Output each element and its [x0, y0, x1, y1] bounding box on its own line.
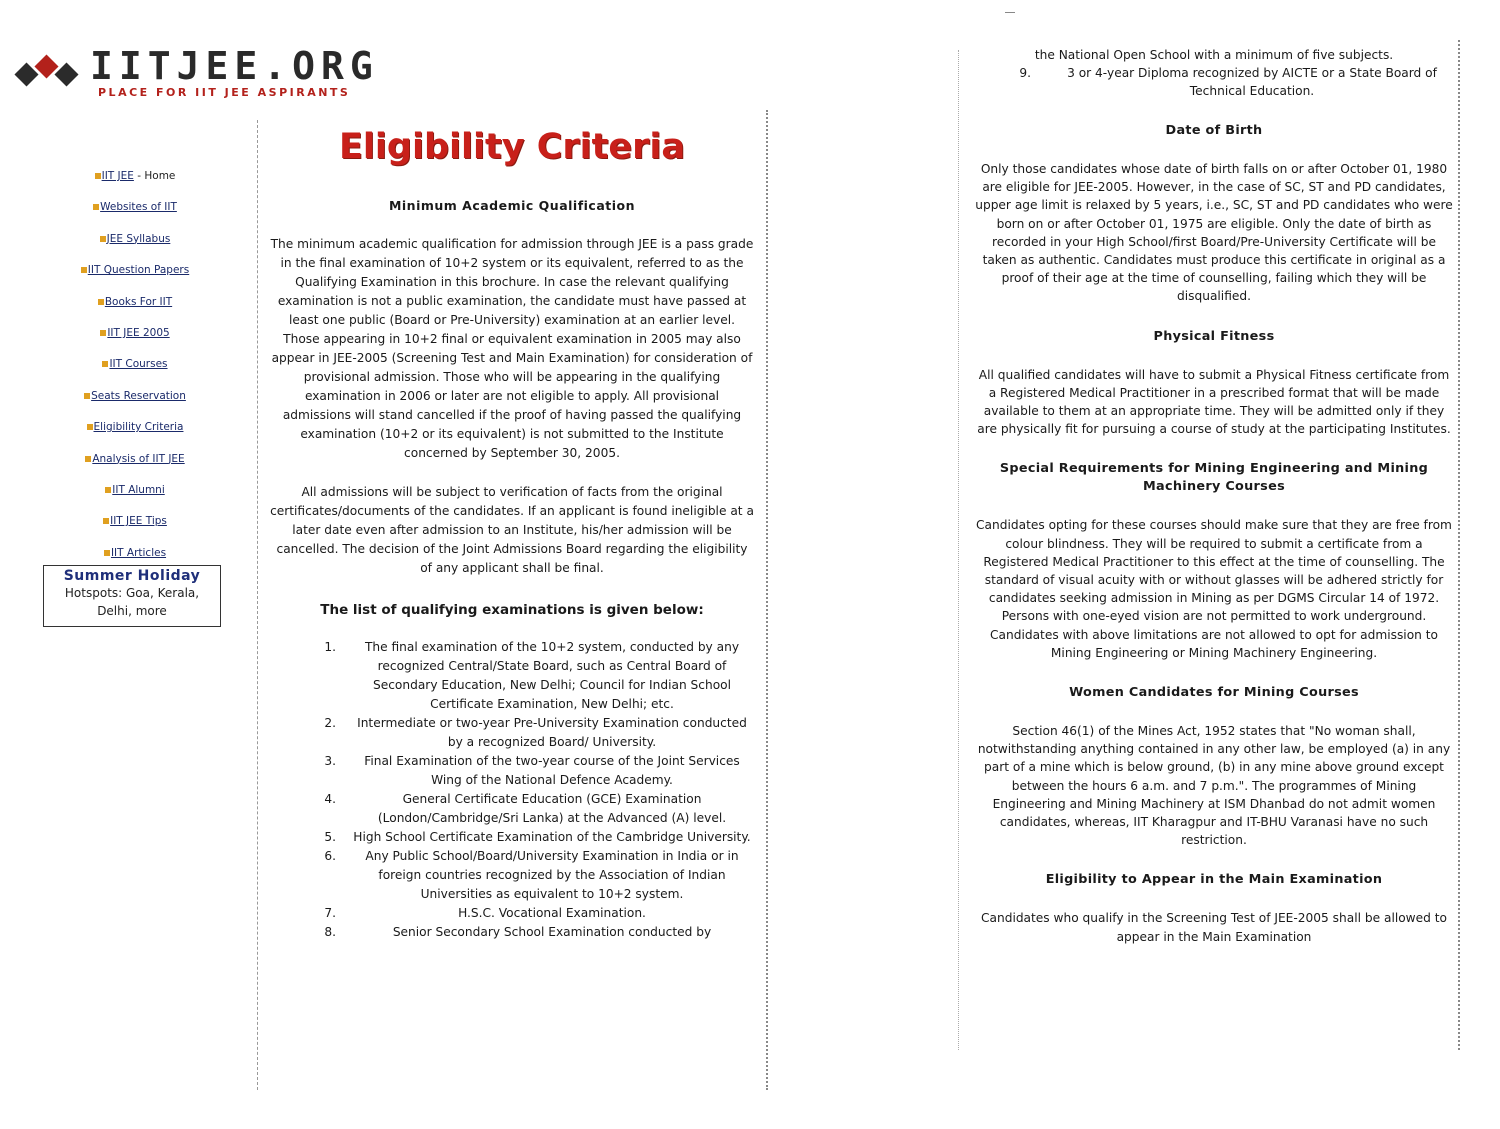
mining-requirements-heading: Special Requirements for Mining Engineering and Mining Machinery Courses — [999, 461, 1429, 495]
list-item-number: 5. — [324, 830, 336, 844]
ad-line-2: Delhi, more — [97, 604, 167, 618]
sidebar-item-analysis[interactable] — [40, 453, 230, 484]
sidebar-item-label[interactable]: Eligibility Criteria — [93, 421, 184, 434]
bullet-icon — [87, 424, 93, 430]
sidebar-item-seats[interactable] — [40, 390, 230, 421]
fitness-heading: Physical Fitness — [1153, 328, 1275, 344]
site-logo[interactable] — [14, 44, 474, 102]
list-item-text: The final examination of the 10+2 system, conducted by any recognized Central/State Board, such as Central Board of Secondary Education, New Delhi; Council for Indian School Certificate Examination, New Delhi; etc. — [364, 640, 740, 711]
list-item-text: Intermediate or two-year Pre-University Examination conducted by a recognized Board/ University. — [357, 716, 747, 749]
bullet-icon — [98, 299, 104, 305]
main-exam-text: Candidates who qualify in the Screening Test of JEE-2005 shall be allowed to appear in the Main Examination — [981, 911, 1447, 944]
min-qualification-heading: Minimum Academic Qualification — [388, 198, 636, 213]
bullet-icon — [85, 456, 91, 462]
bullet-icon — [102, 361, 108, 367]
exam-list-heading: The list of qualifying examinations is given below: — [320, 602, 704, 618]
list-item-text: 3 or 4-year Diploma recognized by AICTE or a State Board of Technical Education. — [1067, 66, 1437, 98]
logo-title: IITJEE.ORG — [90, 44, 379, 88]
list-item-text: H.S.C. Vocational Examination. — [458, 906, 646, 920]
list-item-number: 1. — [324, 640, 336, 654]
ad-line-1: Hotspots: Goa, Kerala, — [64, 586, 200, 600]
bullet-icon — [100, 236, 106, 242]
list-item-number: 3. — [324, 754, 336, 768]
sidebar-item-home[interactable] — [40, 170, 230, 201]
list-item — [310, 904, 754, 923]
sidebar-item-tips[interactable] — [40, 515, 230, 546]
sidebar-item-label[interactable]: IIT JEE 2005 — [107, 326, 170, 339]
sidebar-item-syllabus[interactable] — [40, 233, 230, 264]
page-title: Eligibility Criteria — [338, 127, 686, 167]
sidebar-item-label[interactable]: IIT Alumni — [112, 483, 165, 496]
sidebar-item-label[interactable]: JEE Syllabus — [106, 232, 171, 245]
right-page-content — [975, 46, 1453, 946]
list-item-text: Senior Secondary School Examination conducted by — [392, 925, 712, 939]
list-item-number: 8. — [324, 925, 336, 939]
list-item-number: 7. — [324, 906, 336, 920]
sidebar-item-label[interactable]: IIT Courses — [109, 358, 168, 371]
women-mining-heading: Women Candidates for Mining Courses — [1069, 685, 1359, 701]
sidebar-item-label[interactable]: IIT JEE Tips — [110, 515, 167, 528]
main-exam-heading: Eligibility to Appear in the Main Examination — [1045, 872, 1383, 888]
logo-tagline: PLACE FOR IIT JEE ASPIRANTS — [98, 86, 351, 99]
bullet-icon — [105, 487, 111, 493]
sidebar-item-label[interactable]: Seats Reservation — [91, 389, 186, 402]
list-item-text: General Certificate Education (GCE) Examination (London/Cambridge/Sri Lanka) at the Advanced (A) level. — [377, 792, 727, 825]
list-item — [310, 923, 754, 942]
dob-heading: Date of Birth — [1165, 123, 1263, 138]
sidebar-item-alumni[interactable] — [40, 484, 230, 515]
list-item-text: Any Public School/Board/University Examination in India or in foreign countries recognized by the Association of Indian Universities as equivalent to 10+2 system. — [365, 849, 739, 901]
bullet-icon — [100, 330, 106, 336]
mining-requirements-text: Candidates opting for these courses should make sure that they are free from colour blindness. They will be required to submit a certificate from a Registered Medical Practitioner to this effect at the time of counselling. The standard of visual acuity with or without glasses will be adhered strictly for candidates seeking admission in Mining as per DGMS Circular 14 of 1972. Persons with one-eyed vision are not permitted to work underground. Candidates with above limitations are not allowed to opt for admission to Mining Engineering or Mining Machinery Engineering. — [976, 518, 1452, 660]
list-item-number: 4. — [324, 792, 336, 806]
column-divider — [257, 120, 259, 1090]
list-item — [310, 828, 754, 847]
ad-title[interactable]: Summer Holiday — [63, 568, 201, 584]
scan-mark — [1005, 12, 1015, 13]
sidebar-item-websites[interactable] — [40, 201, 230, 232]
women-mining-text: Section 46(1) of the Mines Act, 1952 states that "No woman shall, notwithstanding anything contained in any other law, be employed (a) in any part of a mine which is below ground, (b) in any mine above ground except between the hours 6 a.m. and 7 p.m.". The programmes of Mining Engineering and Mining Machinery at ISM Dhanbad do not admit women candidates, whereas, IIT Kharagpur and IT-BHU Varanasi have no such restriction. — [977, 724, 1451, 848]
list-item-text: High School Certificate Examination of the Cambridge University. — [353, 830, 751, 844]
list-item — [310, 790, 754, 828]
bullet-icon — [93, 204, 99, 210]
exam-8-continuation: the National Open School with a minimum of five subjects. — [1034, 48, 1394, 62]
bullet-icon — [84, 393, 90, 399]
bullet-icon — [95, 173, 101, 179]
sidebar-item-books[interactable] — [40, 296, 230, 327]
left-page-content — [270, 122, 754, 942]
fitness-text: All qualified candidates will have to submit a Physical Fitness certificate from a Registered Medical Practitioner in a prescribed format that will be made available to them at an appropriate time. They will be admitted only if they are physically fit for pursuing a course of study at the participating Institutes. — [977, 367, 1451, 437]
bullet-icon — [103, 518, 109, 524]
sidebar-item-label[interactable]: IIT JEE — [101, 170, 134, 182]
page-divider — [958, 50, 961, 1050]
sidebar-item-question-papers[interactable] — [40, 264, 230, 295]
list-item-number: 2. — [324, 716, 336, 730]
sidebar-item-label[interactable]: Analysis of IIT JEE — [92, 452, 185, 465]
diamond-logo-icon — [14, 56, 84, 92]
page-divider — [1458, 40, 1464, 1050]
summer-holiday-ad[interactable] — [43, 565, 221, 627]
sidebar-item-label[interactable]: IIT Articles — [110, 546, 167, 559]
sidebar-item-label[interactable]: Websites of IIT — [100, 201, 177, 214]
sidebar-item-label[interactable]: IIT Question Papers — [87, 264, 190, 277]
list-item-text: Final Examination of the two-year course of the Joint Services Wing of the National Defence Academy. — [364, 754, 740, 787]
bullet-icon — [104, 550, 110, 556]
sidebar-item-suffix: - Home — [133, 170, 176, 182]
list-item — [310, 752, 754, 790]
sidebar-item-eligibility[interactable] — [40, 421, 230, 452]
dob-text: Only those candidates whose date of birth falls on or after October 01, 1980 are eligible for JEE-2005. However, in the case of SC, ST and PD candidates, upper age limit is relaxed by 5 years, i.e., SC, ST and PD candidates who were born on or after October 01, 1975 are eligible. Only the date of birth as recorded in your High School/first Board/Pre-University Certificate will be taken as authentic. Candidates must produce this certificate in original as a proof of their age at the time of counselling, failing which they will be disqualified. — [975, 162, 1453, 304]
admission-verification-text: All admissions will be subject to verification of facts from the original certificates/documents of the candidates. If an applicant is found ineligible at a later date even after admission to an Institute, his/her admission will be cancelled. The decision of the Joint Admissions Board regarding the eligibility of any applicant shall be final. — [270, 485, 754, 575]
list-item — [310, 638, 754, 714]
qualifying-exam-list — [270, 638, 754, 942]
list-item — [975, 64, 1453, 100]
sidebar-item-jee-2005[interactable] — [40, 327, 230, 358]
list-item — [310, 847, 754, 904]
sidebar-item-label[interactable]: Books For IIT — [104, 295, 173, 308]
list-item-number: 6. — [324, 849, 336, 863]
sidebar-nav — [40, 170, 230, 578]
list-item-number: 9. — [1019, 66, 1031, 80]
min-qualification-text: The minimum academic qualification for admission through JEE is a pass grade in the final examination of 10+2 system or its equivalent, referred to as the Qualifying Examination in this brochure. In case the relevant qualifying examination is not a public examination, the candidate must have passed at least one public (Board or Pre-University) examination at an earlier level. Those appearing in 10+2 final or equivalent examination in 2005 may also appear in JEE-2005 (Screening Test and Main Examination) for consideration of provisional admission. Those who will be appearing in the qualifying examination in 2006 or later are not eligible to apply. All provisional admissions will stand cancelled if the proof of having passed the qualifying examination (10+2 or its equivalent) is not submitted to the Institute concerned by September 30, 2005. — [270, 237, 754, 460]
sidebar-item-courses[interactable] — [40, 358, 230, 389]
bullet-icon — [81, 267, 87, 273]
column-divider — [766, 110, 772, 1090]
list-item — [310, 714, 754, 752]
